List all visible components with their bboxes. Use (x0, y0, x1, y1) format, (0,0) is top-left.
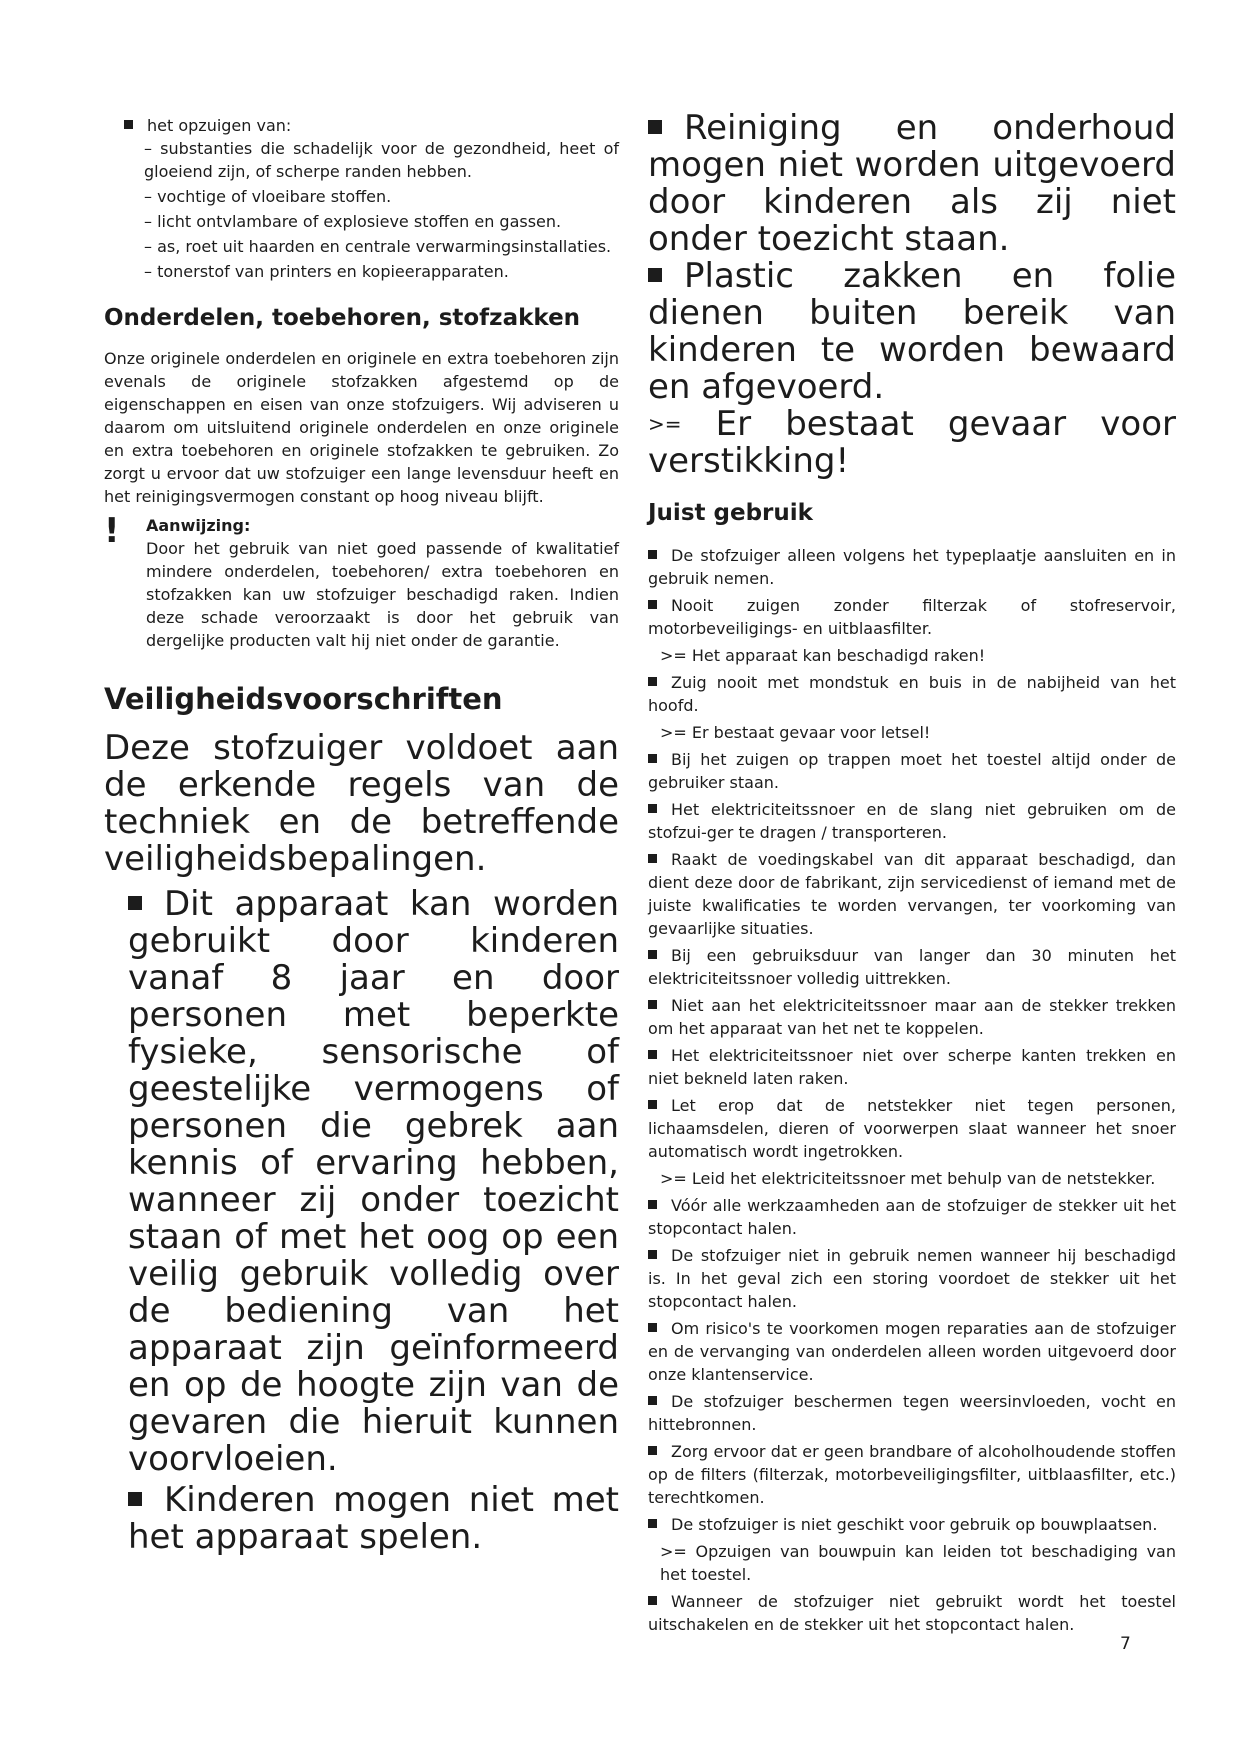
children-bullets (648, 110, 1176, 480)
list-item: Niet aan het elektriciteitssnoer maar aan de stekker trekken om het apparaat van het net te koppelen. (648, 996, 1176, 1038)
bullet-square-icon (648, 550, 657, 559)
use-heading: Juist gebruik (648, 500, 813, 526)
bullet-square-icon (648, 1050, 657, 1059)
bullet-square-icon (648, 1596, 657, 1605)
list-item: Plastic zakken en folie dienen buiten bereik van kinderen te worden bewaard en afgevoerd. (648, 256, 1176, 407)
list-item: – licht ontvlambare of explosieve stoffen en gassen. (144, 212, 562, 231)
list-item: Kinderen mogen niet met het apparaat spelen. (128, 1480, 619, 1557)
warning-arrow: >= (648, 412, 682, 436)
intro-bullet-text: het opzuigen van: (147, 116, 292, 135)
list-item: Bij het zuigen op trappen moet het toestel altijd onder de gebruiker staan. (648, 750, 1176, 792)
left-column (104, 114, 619, 1556)
bullet-square-icon (648, 120, 662, 134)
list-item: Het elektriciteitssnoer niet over scherpe kanten trekken en niet bekneld laten raken. (648, 1046, 1176, 1088)
parts-heading: Onderdelen, toebehoren, stofzakken (104, 305, 581, 331)
list-item: Reiniging en onderhoud mogen niet worden uitgevoerd door kinderen als zij niet onder toezicht staan. (648, 108, 1176, 259)
list-item: Let erop dat de netstekker niet tegen personen, lichaamsdelen, dieren of voorwerpen slaat wanneer het snoer automatisch wordt ingetrokken. (648, 1096, 1176, 1161)
intro-bullet (124, 114, 619, 137)
list-item: Om risico's te voorkomen mogen reparaties aan de stofzuiger en de vervanging van onderdelen alleen worden uitgevoerd door onze klantenservice. (648, 1319, 1176, 1384)
list-item: Nooit zuigen zonder filterzak of stofreservoir, motorbeveiligings- en uitblaasfilter. (648, 596, 1176, 638)
bullet-square-icon (648, 1250, 657, 1259)
safety-heading: Veiligheidsvoorschriften (104, 682, 503, 716)
bullet-square-icon (128, 896, 142, 910)
bullet-square-icon (648, 1519, 657, 1528)
safety-bullets (128, 886, 619, 1556)
list-item: – tonerstof van printers en kopieerapparaten. (144, 262, 509, 281)
list-item: >= Leid het elektriciteitssnoer met behulp van de netstekker. (660, 1169, 1156, 1188)
right-column (648, 108, 1176, 1640)
warning-text: Er bestaat gevaar voor verstikking! (648, 404, 1176, 481)
list-item: Vóór alle werkzaamheden aan de stofzuiger de stekker uit het stopcontact halen. (648, 1196, 1176, 1238)
bullet-square-icon (648, 1396, 657, 1405)
safety-intro-block (104, 730, 619, 878)
bullet-square-icon (648, 804, 657, 813)
list-item: De stofzuiger beschermen tegen weersinvloeden, vocht en hittebronnen. (648, 1392, 1176, 1434)
list-item: – as, roet uit haarden en centrale verwarmingsinstallaties. (144, 237, 612, 256)
list-item: Raakt de voedingskabel van dit apparaat beschadigd, dan dient deze door de fabrikant, zijn servicedienst of iemand met de juiste kwalificaties te worden vervangen, ter voorkoming van gevaarlijke situaties. (648, 850, 1176, 938)
note-text: Door het gebruik van niet goed passende of kwalitatief mindere onderdelen, toebehoren/ extra toebehoren en stofzakken kan uw stofzuiger beschadigd raken. Indien deze schade veroorzaakt is door het gebruik van dergelijke producten valt hij niet onder de garantie. (146, 539, 619, 650)
list-item: De stofzuiger is niet geschikt voor gebruik op bouwplaatsen. (648, 1513, 1176, 1536)
list-item: – vochtige of vloeibare stoffen. (144, 187, 392, 206)
bullet-square-icon (128, 1492, 142, 1506)
rules-list (648, 544, 1176, 1636)
bullet-square-icon (648, 600, 657, 609)
parts-paragraph: Onze originele onderdelen en originele en extra toebehoren zijn evenals de originele stofzakken afgestemd op de eigenschappen en eisen van onze stofzuigers. Wij adviseren u daarom om uitsluitend originele onderdelen en onze originele en extra toebehoren en originele stofzakken te gebruiken. Zo zorgt u ervoor dat uw stofzuiger een lange levensduur heeft en het reinigingsvermogen constant op hoog niveau blijft. (104, 349, 619, 506)
list-item: >= Er bestaat gevaar voor letsel! (660, 723, 931, 742)
list-item: Dit apparaat kan worden gebruikt door kinderen vanaf 8 jaar en door personen met beperkte fysieke, sensorische of geestelijke vermogens of personen die gebrek aan kennis of ervaring hebben, wanneer zij onder toezicht staan of met het oog op een veilig gebruik volledig over de bediening van het apparaat zijn geïnformeerd en op de hoogte zijn van de gevaren die hieruit kunnen voorvloeien. (128, 884, 619, 1479)
bullet-square-icon (124, 120, 133, 129)
bullet-square-icon (648, 1323, 657, 1332)
list-item: Zorg ervoor dat er geen brandbare of alcoholhoudende stoffen op de filters (filterzak, motorbeveiligingsfilter, uitblaasfilter, etc.) terechtkomen. (648, 1442, 1176, 1507)
list-item: Zuig nooit met mondstuk en buis in de nabijheid van het hoofd. (648, 673, 1176, 715)
bullet-square-icon (648, 1100, 657, 1109)
note-body (146, 514, 619, 652)
list-item: De stofzuiger niet in gebruik nemen wanneer hij beschadigd is. In het geval zich een storing voordoet de stekker uit het stopcontact halen. (648, 1246, 1176, 1311)
note-title: Aanwijzing: (146, 516, 251, 535)
substance-list (144, 137, 619, 283)
list-item: – substanties die schadelijk voor de gezondheid, heet of gloeiend zijn, of scherpe randen hebben. (144, 139, 619, 181)
safety-intro: Deze stofzuiger voldoet aan de erkende regels van de techniek en de betreffende veiligheidsbepalingen. (104, 728, 619, 879)
list-item: Wanneer de stofzuiger niet gebruikt wordt het toestel uitschakelen en de stekker uit het stopcontact halen. (648, 1592, 1176, 1634)
exclamation-icon: ! (104, 511, 120, 551)
bullet-square-icon (648, 754, 657, 763)
list-item: Het elektriciteitssnoer en de slang niet gebruiken om de stofzui-ger te dragen / transporteren. (648, 800, 1176, 842)
bullet-square-icon (648, 268, 662, 282)
list-item: Bij een gebruiksduur van langer dan 30 minuten het elektriciteitssnoer volledig uittrekken. (648, 946, 1176, 988)
list-item: >= Het apparaat kan beschadigd raken! (660, 646, 986, 665)
note-box (104, 511, 619, 652)
list-item: >= Opzuigen van bouwpuin kan leiden tot beschadiging van het toestel. (660, 1542, 1176, 1584)
bullet-square-icon (648, 854, 657, 863)
bullet-square-icon (648, 950, 657, 959)
bullet-square-icon (648, 1446, 657, 1455)
page-number: 7 (1120, 1634, 1131, 1654)
list-item: De stofzuiger alleen volgens het typeplaatje aansluiten en in gebruik nemen. (648, 546, 1176, 588)
bullet-square-icon (648, 1000, 657, 1009)
warning-line (648, 406, 1176, 480)
bullet-square-icon (648, 677, 657, 686)
bullet-square-icon (648, 1200, 657, 1209)
